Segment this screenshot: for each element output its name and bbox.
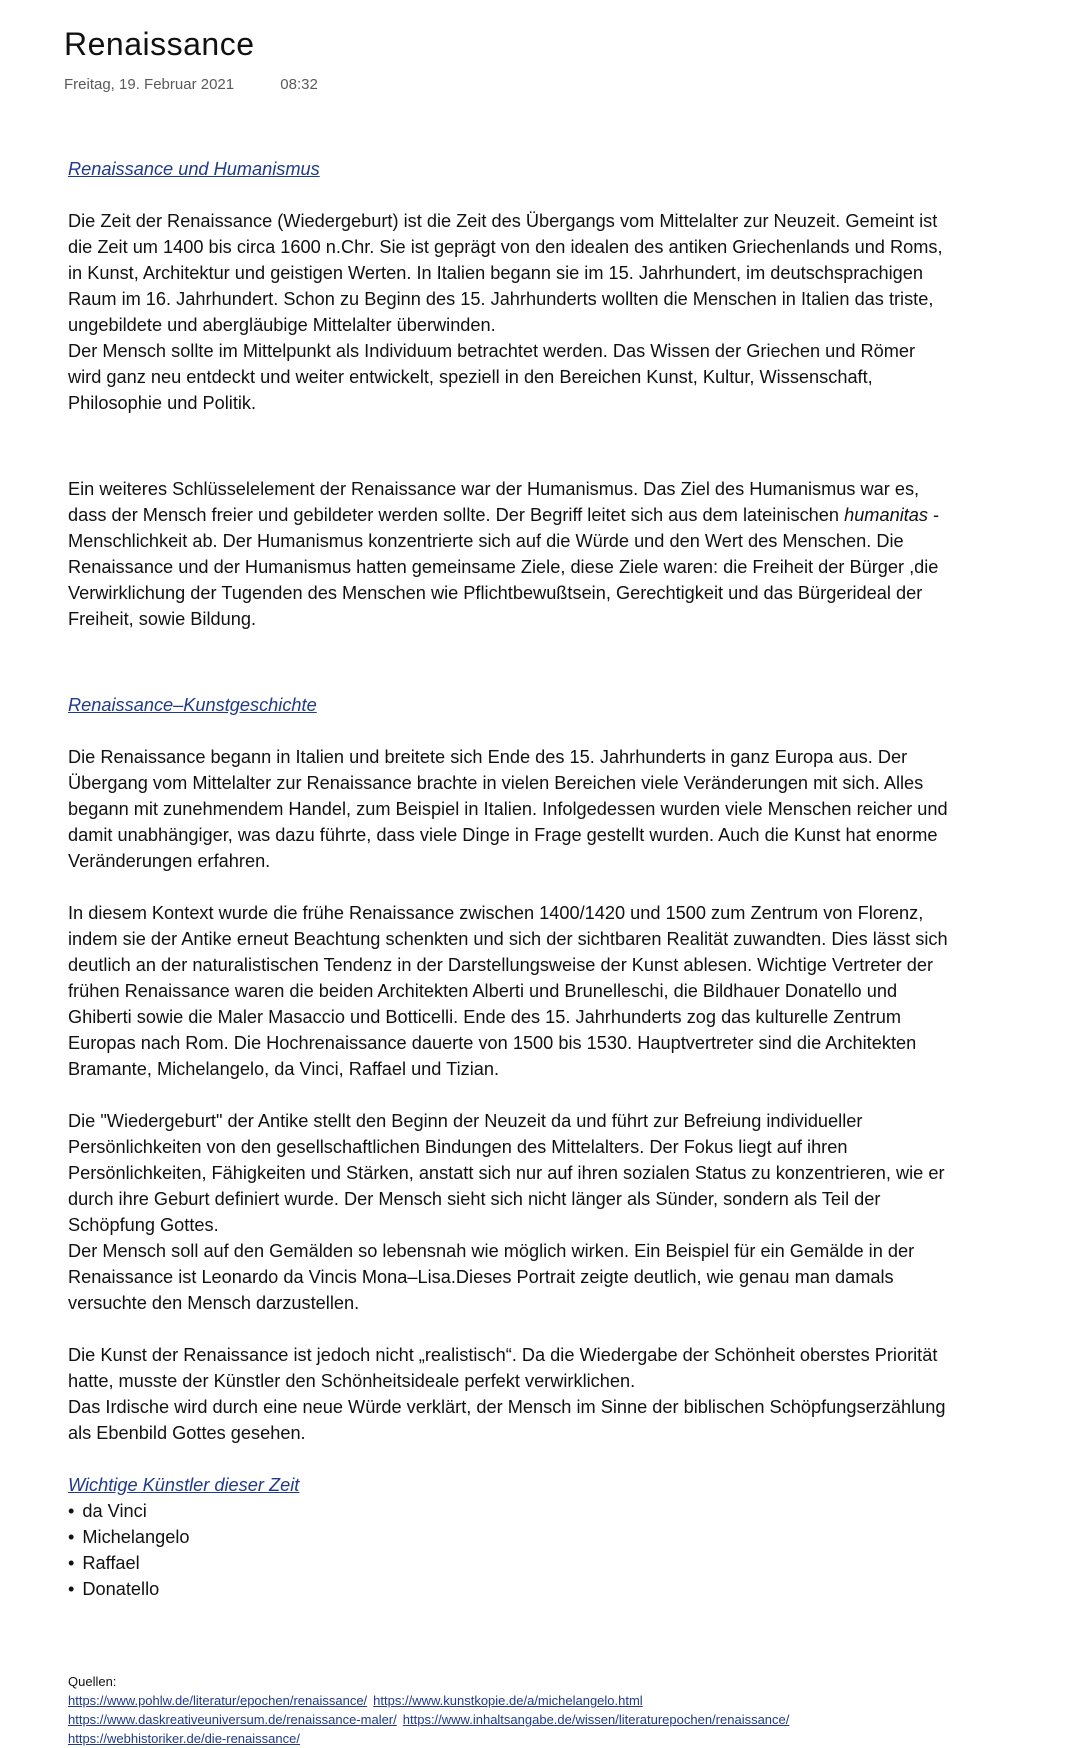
source-link[interactable]: https://www.kunstkopie.de/a/michelangelo.html: [373, 1693, 643, 1708]
paragraph: Der Mensch sollte im Mittelpunkt als Individuum betrachtet werden. Das Wissen der Griechen und Römer wird ganz neu entdeckt und weiter entwickelt, speziell in den Bereichen Kunst, Kultur, Wissenschaft, Philosophie und Politik.: [68, 341, 916, 413]
page-time: 08:32: [280, 76, 318, 93]
section-heading-humanismus: Renaissance und Humanismus: [68, 159, 320, 179]
paragraph: Die "Wiedergeburt" der Antike stellt den Beginn der Neuzeit da und führt zur Befreiung individueller Persönlichkeiten von den gesellschaftlichen Bindungen des Mittelalters. Der Fokus liegt auf ihren Persönlichkeiten, Fähigkeiten und Stärken, anstatt sich nur auf ihren sozialen Status zu konzentrieren, wie er durch ihre Geburt definiert wurde. Der Mensch sieht sich nicht länger als Sünder, sondern als Teil der Schöpfung Gottes.: [68, 1111, 945, 1235]
list-item: • da Vinci: [68, 1498, 948, 1524]
paragraph-humanismus: Ein weiteres Schlüsselelement der Renaissance war der Humanismus. Das Ziel des Humanismus war es, dass der Mensch freier und gebildeter werden sollte. Der Begriff leitet sich aus dem lateinischen humanitas - Menschlichkeit ab. Der Humanismus konzentrierte sich auf die Würde und den Wert des Menschen. Die Renaissance und der Humanismus hatten gemeinsame Ziele, diese Ziele waren: die Freiheit der Bürger ,die Verwirklichung der Tugenden des Menschen wie Pflichtbewußtsein, Gerechtigkeit und das Bürgerideal der Freiheit, sowie Bildung.: [68, 479, 940, 629]
list-item: • Raffael: [68, 1550, 948, 1576]
paragraph: Die Renaissance begann in Italien und breitete sich Ende des 15. Jahrhunderts in ganz Europa aus. Der Übergang vom Mittelalter zur Renaissance brachte in vielen Bereichen viele Veränderungen mit sich. Alles begann mit zunehmendem Handel, zum Beispiel in Italien. Infolgedessen wurden viele Menschen reicher und damit unabhängiger, was dazu führte, dass viele Dinge in Frage gestellt wurden. Auch die Kunst hat enorme Veränderungen erfahren.: [68, 747, 948, 871]
section-heading-kunstgeschichte: Renaissance–Kunstgeschichte: [68, 695, 317, 715]
document-content: [68, 156, 948, 1602]
list-item: • Michelangelo: [68, 1524, 948, 1550]
source-link[interactable]: https://www.pohlw.de/literatur/epochen/renaissance/: [68, 1693, 368, 1708]
italic-term: humanitas: [844, 505, 928, 525]
paragraph: In diesem Kontext wurde die frühe Renaissance zwischen 1400/1420 und 1500 zum Zentrum von Florenz, indem sie der Antike erneut Beachtung schenkten und sich der sichtbaren Realität zuwandten. Dies lässt sich deutlich an der naturalistischen Tendenz in der Darstellungsweise der Kunst ablesen. Wichtige Vertreter der frühen Renaissance waren die beiden Architekten Alberti und Brunelleschi, die Bildhauer Donatello und Ghiberti sowie die Maler Masaccio und Botticelli. Ende des 15. Jahrhunderts zog das kulturelle Zentrum Europas nach Rom. Die Hochrenaissance dauerte von 1500 bis 1530. Hauptvertreter sind die Architekten Bramante, Michelangelo, da Vinci, Raffael und Tizian.: [68, 903, 948, 1079]
source-link[interactable]: https://webhistoriker.de/die-renaissance/: [68, 1731, 300, 1746]
paragraph: Der Mensch soll auf den Gemälden so lebensnah wie möglich wirken. Ein Beispiel für ein Gemälde in der Renaissance ist Leonardo da Vincis Mona–Lisa.Dieses Portrait zeigte deutlich, wie genau man damals versuchte den Mensch darzustellen.: [68, 1241, 915, 1313]
paragraph: Die Zeit der Renaissance (Wiedergeburt) ist die Zeit des Übergangs vom Mittelalter zur Neuzeit. Gemeint ist die Zeit um 1400 bis circa 1600 n.Chr. Sie ist geprägt von den idealen des antiken Griechenlands und Roms, in Kunst, Architektur und geistigen Werten. In Italien begann sie im 15. Jahrhundert, im deutschsprachigen Raum im 16. Jahrhundert. Schon zu Beginn des 15. Jahrhunderts wollten die Menschen in Italien das triste, ungebildete und abergläubige Mittelalter überwinden.: [68, 211, 943, 335]
page-meta: [64, 76, 318, 93]
page-title: Renaissance: [64, 26, 255, 62]
page-date: Freitag, 19. Februar 2021: [64, 76, 235, 93]
section-heading-kuenstler: Wichtige Künstler dieser Zeit: [68, 1475, 300, 1495]
source-link[interactable]: https://www.daskreativeuniversum.de/renaissance-maler/: [68, 1712, 397, 1727]
sources-block: [68, 1672, 1028, 1748]
list-item: • Donatello: [68, 1576, 948, 1602]
paragraph: Die Kunst der Renaissance ist jedoch nicht „realistisch“. Da die Wiedergabe der Schönheit oberstes Priorität hatte, musste der Künstler den Schönheitsideale perfekt verwirklichen.: [68, 1345, 938, 1391]
paragraph: Das Irdische wird durch eine neue Würde verklärt, der Mensch im Sinne der biblischen Schöpfungserzählung als Ebenbild Gottes gesehen.: [68, 1397, 946, 1443]
artist-list: [68, 1498, 948, 1602]
sources-label: Quellen:: [68, 1674, 117, 1689]
source-link[interactable]: https://www.inhaltsangabe.de/wissen/literaturepochen/renaissance/: [402, 1712, 790, 1727]
